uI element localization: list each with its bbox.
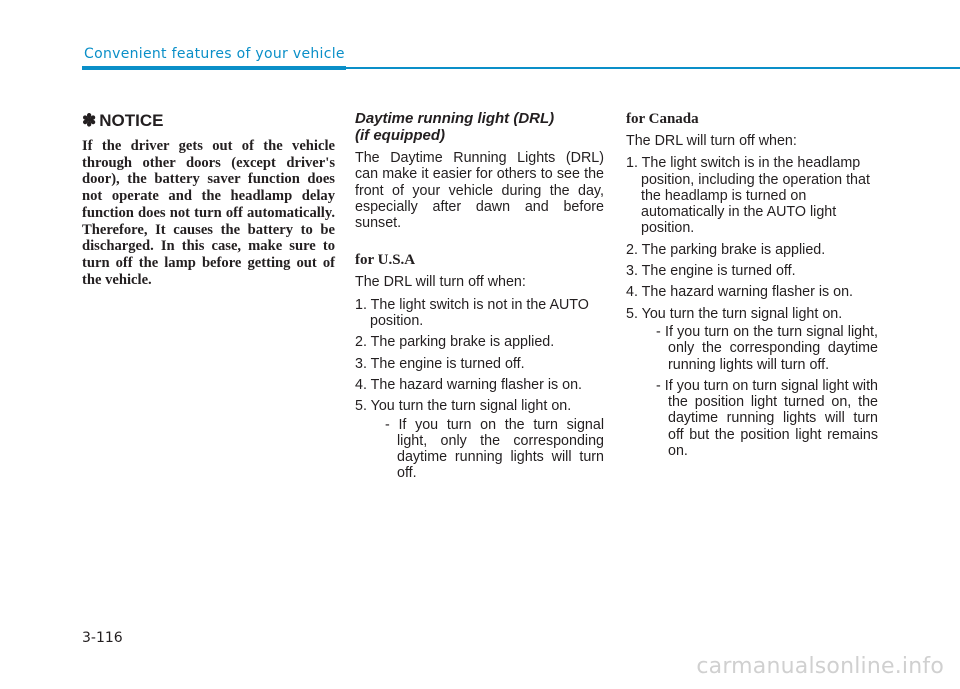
usa-intro: The DRL will turn off when: bbox=[355, 274, 526, 291]
drl-heading-line2: (if equipped) bbox=[355, 127, 445, 144]
list-item: 2. The parking brake is applied. bbox=[355, 334, 555, 351]
page-number: 3-116 bbox=[82, 630, 123, 646]
header-bar-thick bbox=[82, 66, 346, 70]
usa-heading: for U.S.A bbox=[355, 252, 416, 269]
canada-column bbox=[626, 110, 878, 464]
sub-list-item: - If you turn on turn signal light with the position light turned on, the daytime running lights will turn off but the position light remains on. bbox=[656, 377, 878, 460]
sub-list-item: - If you turn on the turn signal light, only the corresponding daytime running lights will turn off. bbox=[656, 323, 878, 373]
watermark: carmanualsonline.info bbox=[696, 654, 944, 679]
drl-heading-line1: Daytime running light (DRL) bbox=[355, 110, 555, 127]
notice-heading bbox=[82, 110, 335, 132]
canada-list bbox=[626, 155, 878, 459]
drl-column bbox=[355, 110, 604, 487]
list-item bbox=[626, 306, 878, 460]
header-bar-thin bbox=[346, 67, 960, 69]
header-title: Convenient features of your vehicle bbox=[84, 46, 345, 62]
list-item: 1. The light switch is in the headlamp position, including the operation that the headlamp is turned on automatically in the AUTO light position. bbox=[626, 155, 870, 237]
notice-heading-text: NOTICE bbox=[99, 111, 164, 130]
canada-intro: The DRL will turn off when: bbox=[626, 133, 797, 149]
drl-heading bbox=[355, 110, 604, 144]
list-item: 1. The light switch is not in the AUTO position. bbox=[355, 296, 589, 330]
canada-sublist bbox=[641, 324, 878, 459]
sub-list-item: - If you turn on the turn signal light, only the corresponding daytime running lights will turn off. bbox=[385, 416, 604, 482]
asterisk-cross-icon: ✽ bbox=[82, 111, 97, 130]
canada-heading: for Canada bbox=[626, 111, 699, 127]
list-item: 4. The hazard warning flasher is on. bbox=[626, 284, 854, 301]
list-item: 3. The engine is turned off. bbox=[626, 263, 796, 280]
usa-sublist bbox=[370, 417, 604, 482]
notice-body: If the driver gets out of the vehicle through other doors (except driver's door), the battery saver function does not operate and the headlamp delay function does not turn off automatically. Therefore, It causes the battery to be discharged. In this case, make sure to turn off the lamp before getting out of the vehicle. bbox=[82, 138, 335, 288]
list-item: 3. The engine is turned off. bbox=[355, 355, 525, 372]
list-item: 2. The parking brake is applied. bbox=[626, 241, 826, 258]
list-item: 4. The hazard warning flasher is on. bbox=[355, 376, 583, 393]
usa-list bbox=[355, 297, 604, 482]
drl-description: The Daytime Running Lights (DRL) can make it easier for others to see the front of your vehicle during the day, especially after dawn and before sunset. bbox=[355, 150, 604, 232]
list-item-text: 5. You turn the turn signal light on. bbox=[626, 305, 843, 322]
list-item bbox=[355, 398, 604, 481]
notice-column bbox=[82, 110, 335, 288]
list-item-text: 5. You turn the turn signal light on. bbox=[355, 398, 572, 415]
